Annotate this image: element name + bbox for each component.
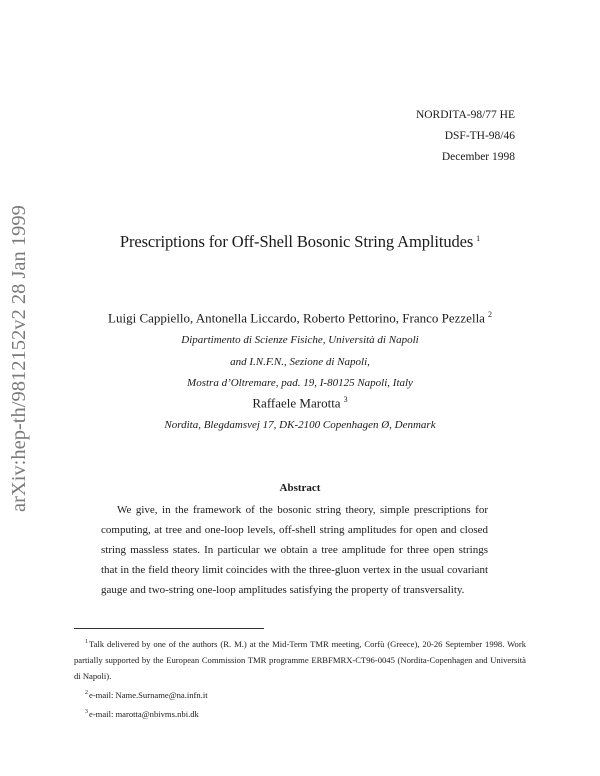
- footnote-3-text: e-mail: marotta@nbivms.nbi.dk: [89, 708, 199, 719]
- title-footnote-mark: 1: [476, 233, 481, 243]
- footnote-rule: [74, 628, 264, 629]
- report-number: NORDITA-98/77 HE: [415, 109, 515, 121]
- footnote-2-text: e-mail: Name.Surname@na.infn.it: [89, 689, 208, 700]
- footnote-1-text: Talk delivered by one of the authors (R. M.) at the Mid-Term TMR meeting, Corfù (Greece), 20-26 September 1998. Work partially supported by the European Commission TMR programme ERBFMRX-CT96-0045 (Nordita-Copenhagen and Università di Napoli).: [74, 638, 526, 681]
- second-author-name: Raffaele Marotta: [252, 395, 341, 411]
- dsf-number: DSF-TH-98/46: [444, 130, 515, 142]
- abstract-body: [101, 500, 488, 600]
- footnote-2-mark: 2: [85, 690, 88, 696]
- abstract-text: We give, in the framework of the bosonic string theory, simple prescriptions for computing, at tree and one-loop levels, off-shell string amplitudes for open and closed string massless states. In particular we obtain a tree amplitude for three open strings that in the field theory limit coincides with the three-gluon vertex in the usual covariant gauge and two-string one-loop amplitudes satisfying the property of transversality.: [101, 504, 488, 596]
- footnote-2: [74, 685, 526, 703]
- affiliation-nordita: Nordita, Blegdamsvej 17, DK-2100 Copenhagen Ø, Denmark: [164, 419, 436, 431]
- footnote-3: [74, 704, 526, 722]
- affiliation-line-1: Dipartimento di Scienze Fisiche, Università di Napoli: [181, 334, 419, 346]
- second-author-footnote-mark: 3: [343, 395, 348, 404]
- author-list: [0, 310, 600, 326]
- affiliation-line-2: and I.N.F.N., Sezione di Napoli,: [230, 356, 370, 368]
- paper-title: [0, 232, 600, 252]
- footnote-1: [74, 634, 526, 684]
- footnote-3-mark: 3: [85, 709, 88, 715]
- abstract-heading: Abstract: [279, 482, 321, 494]
- title-text: Prescriptions for Off-Shell Bosonic String Amplitudes: [119, 232, 474, 251]
- second-author: [0, 395, 600, 411]
- preprint-date: December 1998: [441, 151, 515, 163]
- author-names: Luigi Cappiello, Antonella Liccardo, Roberto Pettorino, Franco Pezzella: [108, 310, 485, 326]
- arxiv-identifier-stamp: arXiv:hep-th/9812152v2 28 Jan 1999: [8, 205, 30, 512]
- footnote-1-mark: 1: [85, 639, 88, 645]
- affiliation-line-3: Mostra d’Oltremare, pad. 19, I-80125 Napoli, Italy: [187, 377, 413, 389]
- authors-footnote-mark: 2: [487, 310, 492, 319]
